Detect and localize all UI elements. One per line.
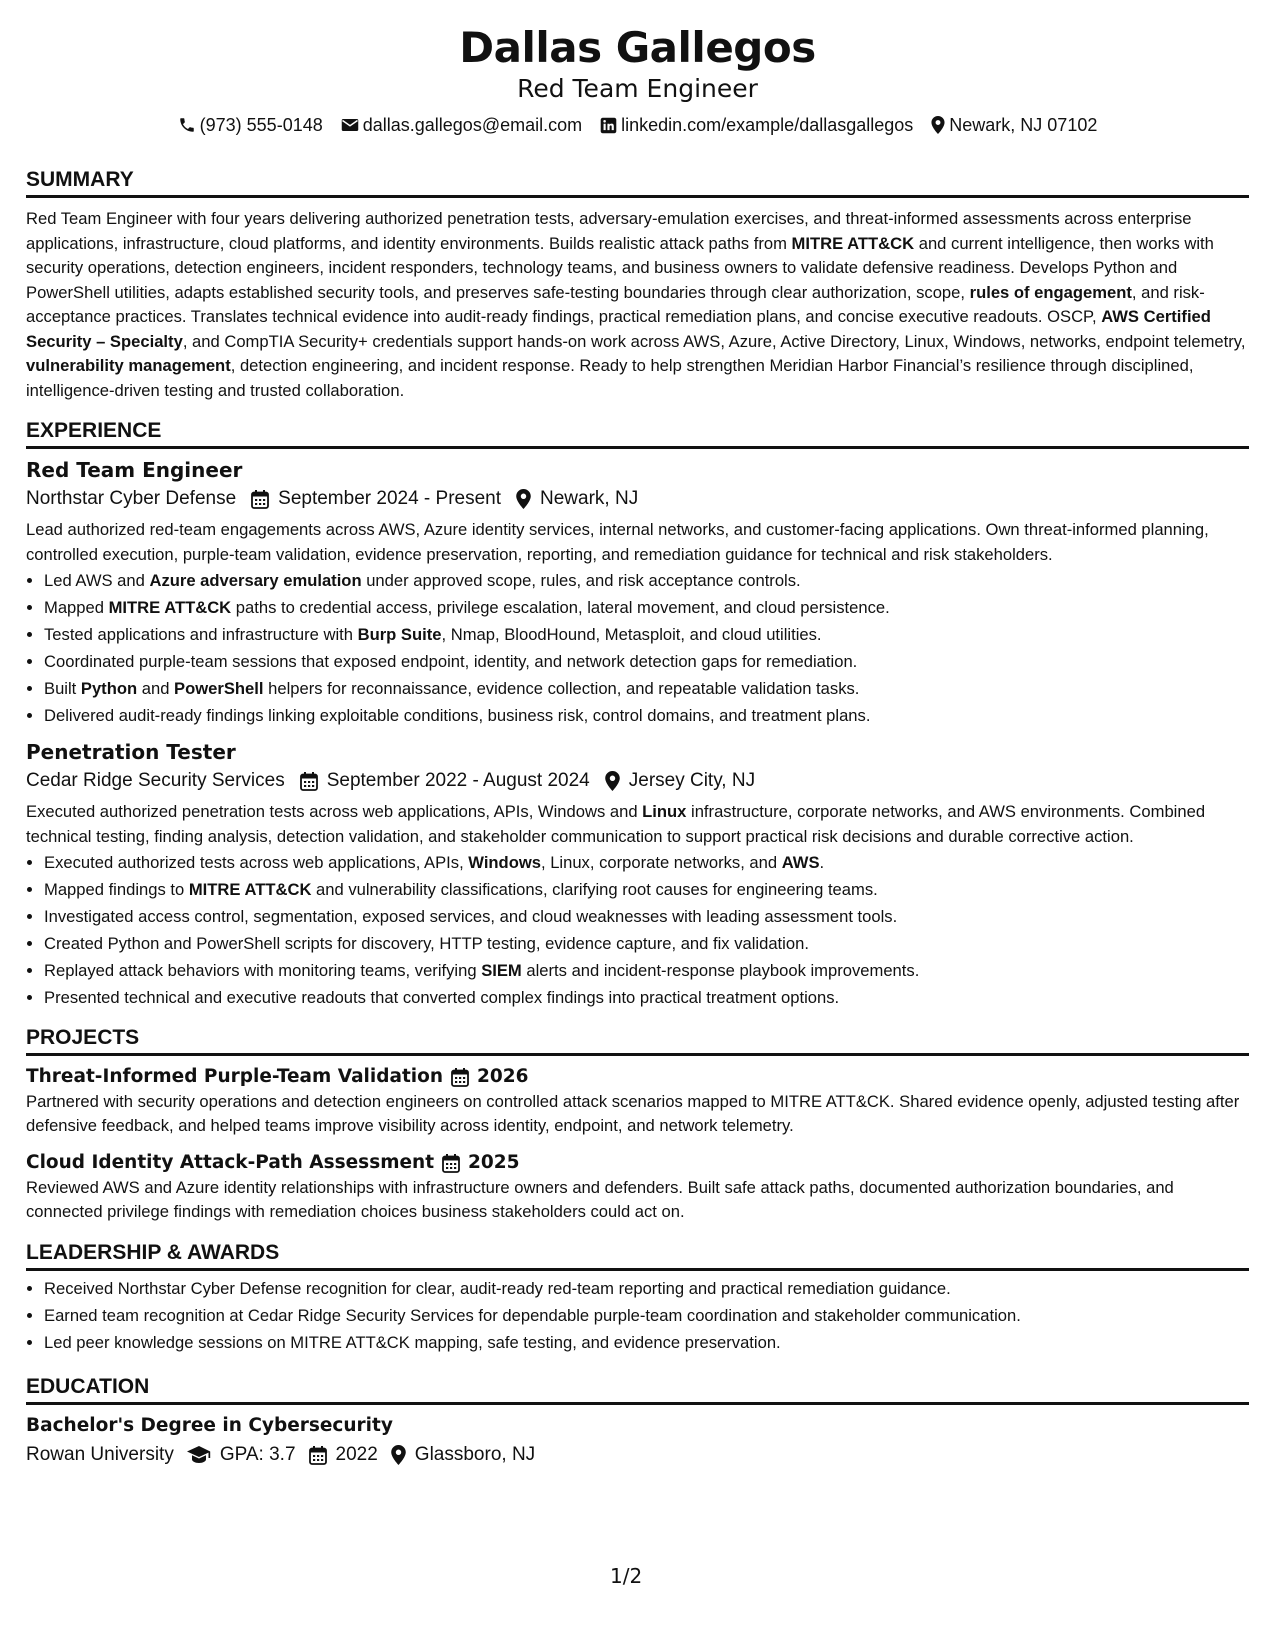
map-pin-icon bbox=[605, 771, 620, 791]
project-title: Cloud Identity Attack-Path Assessment bbox=[26, 1152, 435, 1173]
calendar-icon bbox=[300, 772, 318, 791]
job-description: Executed authorized penetration tests across web applications, APIs, Windows and Linux infrastructure, corporate networks, and AWS environments. Combined technical testing, finding analysis, detection validation, and stakeholder communication to support practical risk decisions and durable corrective action. bbox=[26, 802, 1206, 846]
list-item: • Received Northstar Cyber Defense recognition for clear, audit-ready red-team reporting and practical remediation guidance. bbox=[44, 1275, 1249, 1302]
resume-page bbox=[26, 22, 1249, 1468]
list-item: • Created Python and PowerShell scripts for discovery, HTTP testing, evidence capture, and fix validation. bbox=[44, 930, 1249, 957]
project-description: Partnered with security operations and detection engineers on controlled attack scenarios mapped to MITRE ATT&CK. Shared evidence openly, adjusted testing after defensive feedback, and helped teams improve visibility across identity, endpoint, and network telemetry. bbox=[26, 1092, 1240, 1135]
experience-item bbox=[26, 457, 1249, 729]
linkedin-icon bbox=[600, 117, 617, 134]
experience-item bbox=[26, 739, 1249, 1011]
job-bullets bbox=[26, 849, 1249, 1011]
section-title-summary: SUMMARY bbox=[26, 167, 1249, 198]
project-item bbox=[26, 1064, 1249, 1138]
education-meta bbox=[26, 1442, 1249, 1468]
list-item: • Presented technical and executive readouts that converted complex findings into practical treatment options. bbox=[44, 984, 1249, 1011]
contact-row bbox=[26, 114, 1249, 136]
job-meta bbox=[26, 768, 1249, 794]
list-item: • Delivered audit-ready findings linking exploitable conditions, business risk, control domains, and treatment plans. bbox=[44, 702, 1249, 729]
section-title-experience: EXPERIENCE bbox=[26, 418, 1249, 449]
education-year: 2022 bbox=[335, 1444, 378, 1465]
job-title: Red Team Engineer bbox=[26, 458, 243, 482]
project-description: Reviewed AWS and Azure identity relationships with infrastructure owners and defenders. Built safe attack paths, documented authorization boundaries, and connected privilege findings with remediation choices business stakeholders could act on. bbox=[26, 1178, 1174, 1221]
job-description: Lead authorized red-team engagements across AWS, Azure identity services, internal networks, and customer-facing applications. Own threat-informed planning, controlled execution, purple-team validation, evidence preservation, reporting, and remediation guidance for technical and risk stakeholders. bbox=[26, 520, 1209, 564]
list-item: • Executed authorized tests across web applications, APIs, Windows, Linux, corporate networks, and AWS. bbox=[44, 849, 1249, 876]
contact-linkedin[interactable] bbox=[600, 114, 913, 136]
contact-phone bbox=[178, 114, 323, 136]
job-company: Cedar Ridge Security Services bbox=[26, 770, 285, 791]
education-location: Glassboro, NJ bbox=[414, 1444, 536, 1465]
education-gpa: GPA: 3.7 bbox=[219, 1444, 296, 1465]
section-title-leadership: LEADERSHIP & AWARDS bbox=[26, 1240, 1249, 1271]
project-year: 2025 bbox=[468, 1152, 520, 1173]
calendar-icon bbox=[251, 490, 269, 509]
list-item: • Mapped MITRE ATT&CK paths to credential access, privilege escalation, lateral movement, and cloud persistence. bbox=[44, 594, 1249, 621]
education-item bbox=[26, 1413, 1249, 1468]
job-location: Jersey City, NJ bbox=[628, 770, 756, 791]
job-location: Newark, NJ bbox=[540, 488, 639, 509]
location-text: Newark, NJ 07102 bbox=[949, 115, 1098, 135]
calendar-icon bbox=[451, 1068, 469, 1087]
contact-email[interactable] bbox=[341, 114, 582, 136]
list-item: • Led AWS and Azure adversary emulation under approved scope, rules, and risk acceptance controls. bbox=[44, 567, 1249, 594]
list-item: • Built Python and PowerShell helpers for reconnaissance, evidence collection, and repeatable validation tasks. bbox=[44, 675, 1249, 702]
page-number: 1/2 bbox=[610, 1564, 643, 1588]
project-title-row bbox=[26, 1064, 1249, 1090]
envelope-icon bbox=[341, 117, 359, 133]
list-item: • Replayed attack behaviors with monitoring teams, verifying SIEM alerts and incident-response playbook improvements. bbox=[44, 957, 1249, 984]
graduation-cap-icon bbox=[187, 1446, 211, 1464]
job-dates: September 2022 - August 2024 bbox=[326, 770, 590, 791]
job-company: Northstar Cyber Defense bbox=[26, 488, 237, 509]
section-title-projects: PROJECTS bbox=[26, 1025, 1249, 1056]
leadership-bullets bbox=[26, 1275, 1249, 1356]
summary-text: Red Team Engineer with four years delivering authorized penetration tests, adversary-emulation exercises, and threat-informed assessments across enterprise applications, infrastructure, cloud platforms, and identity environments. Builds realistic attack paths from MITRE ATT&CK and current intelligence, then works with security operations, detection engineers, incident responders, technology teams, and business owners to validate defensive readiness. Develops Python and PowerShell utilities, adapts established security tools, and preserves safe-testing boundaries through clear authorization, scope, rules of engagement, and risk-acceptance practices. Translates technical evidence into audit-ready findings, practical remediation plans, and concise executive readouts. OSCP, AWS Certified Security – Specialty, and CompTIA Security+ credentials support hands-on work across AWS, Azure, Active Directory, Linux, Windows, networks, endpoint telemetry, vulnerability management, detection engineering, and incident response. Ready to help strengthen Meridian Harbor Financial’s resilience through disciplined, intelligence-driven testing and trusted collaboration. bbox=[26, 209, 1246, 400]
section-title-education: EDUCATION bbox=[26, 1374, 1249, 1405]
job-title: Penetration Tester bbox=[26, 740, 236, 764]
map-pin-icon bbox=[516, 489, 531, 509]
calendar-icon bbox=[442, 1154, 460, 1173]
job-dates: September 2024 - Present bbox=[278, 488, 502, 509]
education-school: Rowan University bbox=[26, 1444, 174, 1465]
project-title-row bbox=[26, 1150, 1249, 1176]
education-degree: Bachelor's Degree in Cybersecurity bbox=[26, 1415, 393, 1436]
linkedin-text[interactable]: linkedin.com/example/dallasgallegos bbox=[621, 115, 914, 135]
map-pin-icon bbox=[391, 1445, 406, 1465]
project-year: 2026 bbox=[477, 1066, 529, 1087]
list-item: • Investigated access control, segmentation, exposed services, and cloud weaknesses with leading assessment tools. bbox=[44, 903, 1249, 930]
list-item: • Coordinated purple-team sessions that exposed endpoint, identity, and network detection gaps for remediation. bbox=[44, 648, 1249, 675]
candidate-name: Dallas Gallegos bbox=[459, 23, 816, 72]
map-pin-icon bbox=[931, 116, 945, 134]
project-item bbox=[26, 1150, 1249, 1224]
job-bullets bbox=[26, 567, 1249, 729]
candidate-headline: Red Team Engineer bbox=[517, 74, 758, 103]
phone-icon bbox=[178, 116, 196, 134]
job-meta bbox=[26, 486, 1249, 512]
list-item: • Mapped findings to MITRE ATT&CK and vulnerability classifications, clarifying root causes for engineering teams. bbox=[44, 876, 1249, 903]
email-text[interactable]: dallas.gallegos@email.com bbox=[362, 115, 583, 135]
resume-header bbox=[26, 22, 1249, 136]
phone-text: (973) 555-0148 bbox=[199, 115, 323, 135]
list-item: • Led peer knowledge sessions on MITRE ATT&CK mapping, safe testing, and evidence preservation. bbox=[44, 1329, 1249, 1356]
calendar-icon bbox=[309, 1446, 327, 1465]
list-item: • Earned team recognition at Cedar Ridge Security Services for dependable purple-team coordination and stakeholder communication. bbox=[44, 1302, 1249, 1329]
project-title: Threat-Informed Purple-Team Validation bbox=[26, 1066, 444, 1087]
list-item: • Tested applications and infrastructure with Burp Suite, Nmap, BloodHound, Metasploit, and cloud utilities. bbox=[44, 621, 1249, 648]
contact-location bbox=[931, 114, 1097, 136]
